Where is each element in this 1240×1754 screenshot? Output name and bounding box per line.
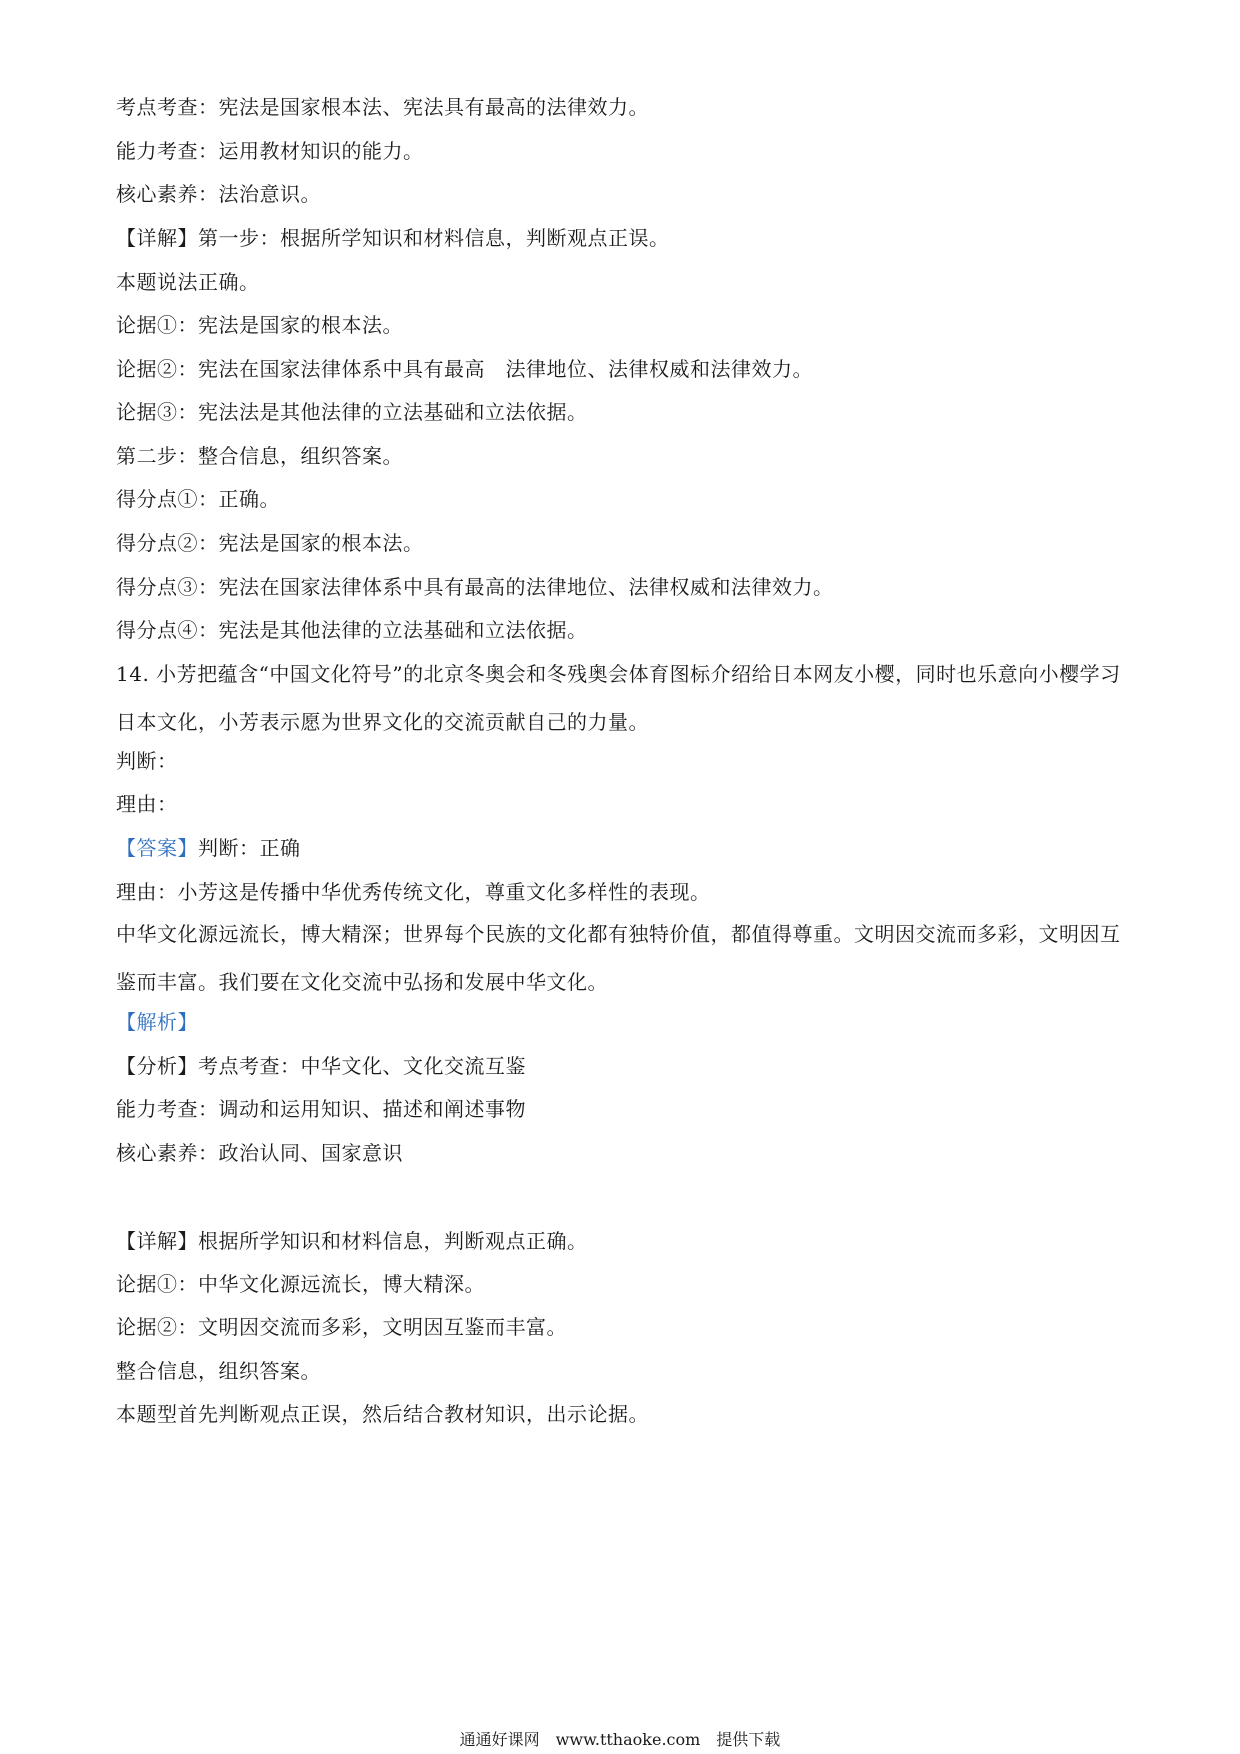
text-line: 得分点①：正确。 xyxy=(116,487,280,511)
text-line: 论据②：文明因交流而多彩，文明因互鉴而丰富。 xyxy=(116,1315,567,1339)
text-line: 【分析】考点考查：中华文化、文化交流互鉴 xyxy=(116,1054,526,1078)
text-line: 【详解】根据所学知识和材料信息，判断观点正确。 xyxy=(116,1229,588,1253)
answer-tag: 【答案】 xyxy=(116,836,198,860)
judge-label: 判断： xyxy=(116,749,178,773)
text-line: 能力考查：运用教材知识的能力。 xyxy=(116,139,424,163)
text-line: 整合信息，组织答案。 xyxy=(116,1359,321,1383)
text-line: 论据①：宪法是国家的根本法。 xyxy=(116,313,403,337)
text-line: 得分点④：宪法是其他法律的立法基础和立法依据。 xyxy=(116,618,588,642)
question-14: 14. 小芳把蕴含“中国文化符号”的北京冬奥会和冬残奥会体育图标介绍给日本网友小樱，同时也乐意向小樱学习日本文化，小芳表示愿为世界文化的交流贡献自己的力量。 xyxy=(116,662,1121,734)
text-line: 得分点②：宪法是国家的根本法。 xyxy=(116,531,424,555)
text-line: 本题说法正确。 xyxy=(116,270,260,294)
text-line: 能力考查：调动和运用知识、描述和阐述事物 xyxy=(116,1097,526,1121)
text-line: 论据③：宪法法是其他法律的立法基础和立法依据。 xyxy=(116,400,588,424)
reason-label: 理由： xyxy=(116,792,178,816)
page-footer: 通通好课网 www.tthaoke.com 提供下载 xyxy=(459,1730,781,1749)
text-line: 得分点③：宪法在国家法律体系中具有最高的法律地位、法律权威和法律效力。 xyxy=(116,575,834,599)
text-line: 第二步：整合信息，组织答案。 xyxy=(116,444,403,468)
text-line: 核心素养：法治意识。 xyxy=(116,182,321,206)
text-line: 论据①：中华文化源远流长，博大精深。 xyxy=(116,1272,485,1296)
text-line: 核心素养：政治认同、国家意识 xyxy=(116,1141,403,1165)
text-line: 论据②：宪法在国家法律体系中具有最高 法律地位、法律权威和法律效力。 xyxy=(116,357,813,381)
reason-text: 理由：小芳这是传播中华优秀传统文化，尊重文化多样性的表现。 xyxy=(116,880,711,904)
text-line: 本题型首先判断观点正误，然后结合教材知识，出示论据。 xyxy=(116,1402,649,1426)
text-line: 【详解】第一步：根据所学知识和材料信息，判断观点正误。 xyxy=(116,226,670,250)
analysis-tag: 【解析】 xyxy=(116,1010,198,1034)
answer-line xyxy=(116,834,301,862)
answer-text: 判断：正确 xyxy=(198,836,301,860)
culture-paragraph: 中华文化源远流长，博大精深；世界每个民族的文化都有独特价值，都值得尊重。文明因交流而多彩，文明因互鉴而丰富。我们要在文化交流中弘扬和发展中华文化。 xyxy=(116,922,1121,994)
text-line: 考点考查：宪法是国家根本法、宪法具有最高的法律效力。 xyxy=(116,95,649,119)
